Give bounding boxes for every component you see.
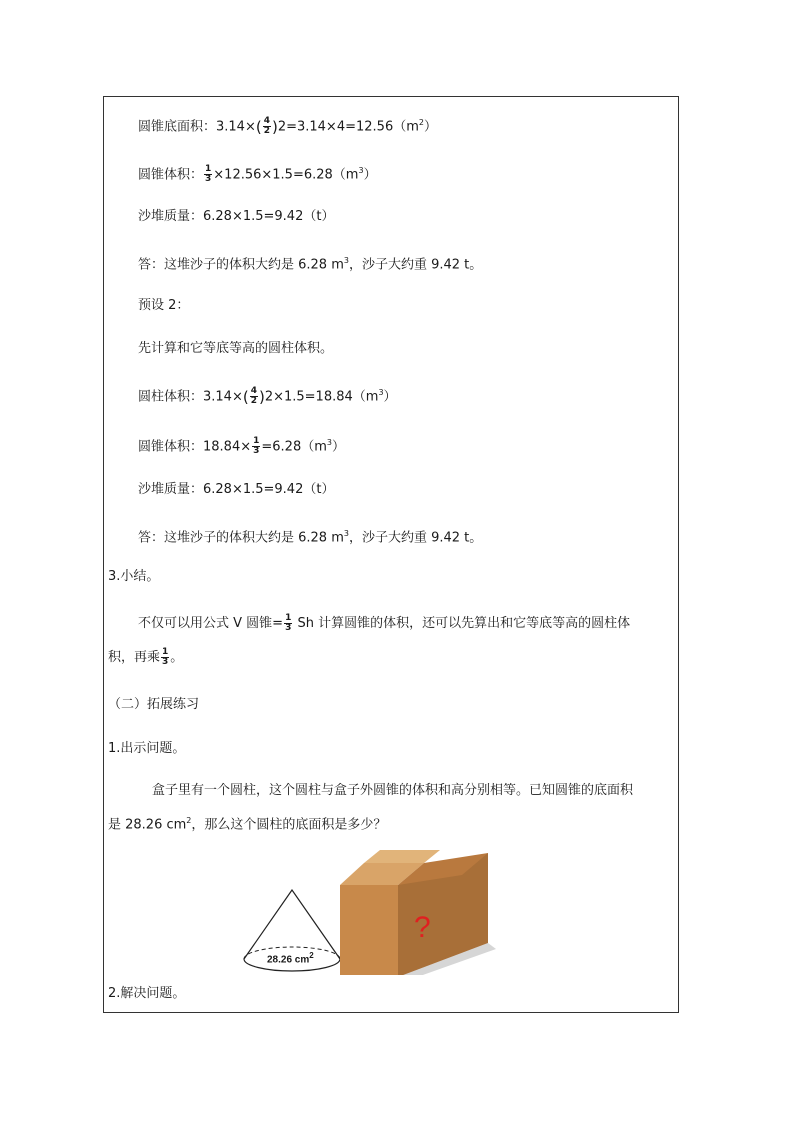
summary-heading: 3.小结。 bbox=[108, 569, 160, 584]
cone-volume-line-2: 圆锥体积：18.84× $\frac{1}{3}$ $=6.28(m^3)$ bbox=[138, 436, 345, 457]
problem-line-2: 是 28.26 $cm^2$，那么这个圆柱的底面积是多少？ bbox=[108, 816, 387, 833]
extension-heading: （二）拓展练习 bbox=[108, 697, 200, 712]
summary-line-1: 不仅可以用公式 V 圆锥= $\frac{1}{3}$ Sh 计算圆锥的体积，还可以先算出和它等底等高的圆柱体 bbox=[138, 613, 631, 633]
fraction: $\frac{1}{3}$ bbox=[205, 164, 212, 185]
cone-and-box-illustration bbox=[240, 845, 500, 975]
cone-base-area-label: 28.26 $cm^2$ bbox=[267, 951, 314, 966]
cone-volume-line: 圆锥体积： $\frac{1}{3}$ $\times 12.56\times 1.5=6.28(m^3)$ bbox=[138, 164, 377, 185]
fraction: $\frac{1}{3}$ bbox=[162, 647, 169, 667]
preset-2-heading: 预设 2： bbox=[138, 298, 190, 313]
sand-mass-line-1: 沙堆质量：6.28×1.5=9.42（t） bbox=[138, 209, 335, 224]
cone-base-area-line: 圆锥底面积：3.14×( $\frac{4}{2}$ )$2=3.14\times 4=12.56(m^2)$ bbox=[138, 116, 437, 137]
preset-2-description: 先计算和它等底等高的圆柱体积。 bbox=[138, 341, 334, 356]
fraction: $\frac{1}{3}$ bbox=[285, 613, 292, 633]
fraction: $\frac{1}{3}$ bbox=[253, 436, 260, 457]
fraction: $\frac{4}{2}$ bbox=[263, 116, 270, 137]
cylinder-volume-line: 圆柱体积：3.14×( $\frac{4}{2}$ )$2\times 1.5=18.84(m^3)$ bbox=[138, 386, 397, 407]
answer-line-2: 答：这堆沙子的体积大约是 6.28 $m^3$，沙子大约重 9.42 t。 bbox=[138, 529, 483, 546]
fraction: $\frac{4}{2}$ bbox=[250, 386, 257, 407]
sand-mass-line-2: 沙堆质量：6.28×1.5=9.42（t） bbox=[138, 482, 335, 497]
answer-line-1: 答：这堆沙子的体积大约是 6.28 $m^3$，沙子大约重 9.42 t。 bbox=[138, 256, 483, 273]
summary-line-2: 积，再乘 $\frac{1}{3}$ 。 bbox=[108, 647, 184, 667]
question-mark: ? bbox=[414, 911, 431, 944]
item-1-heading: 1.出示问题。 bbox=[108, 741, 186, 756]
problem-line-1: 盒子里有一个圆柱，这个圆柱与盒子外圆锥的体积和高分别相等。已知圆锥的底面积 bbox=[152, 783, 634, 798]
item-2-heading: 2.解决问题。 bbox=[108, 986, 186, 1001]
